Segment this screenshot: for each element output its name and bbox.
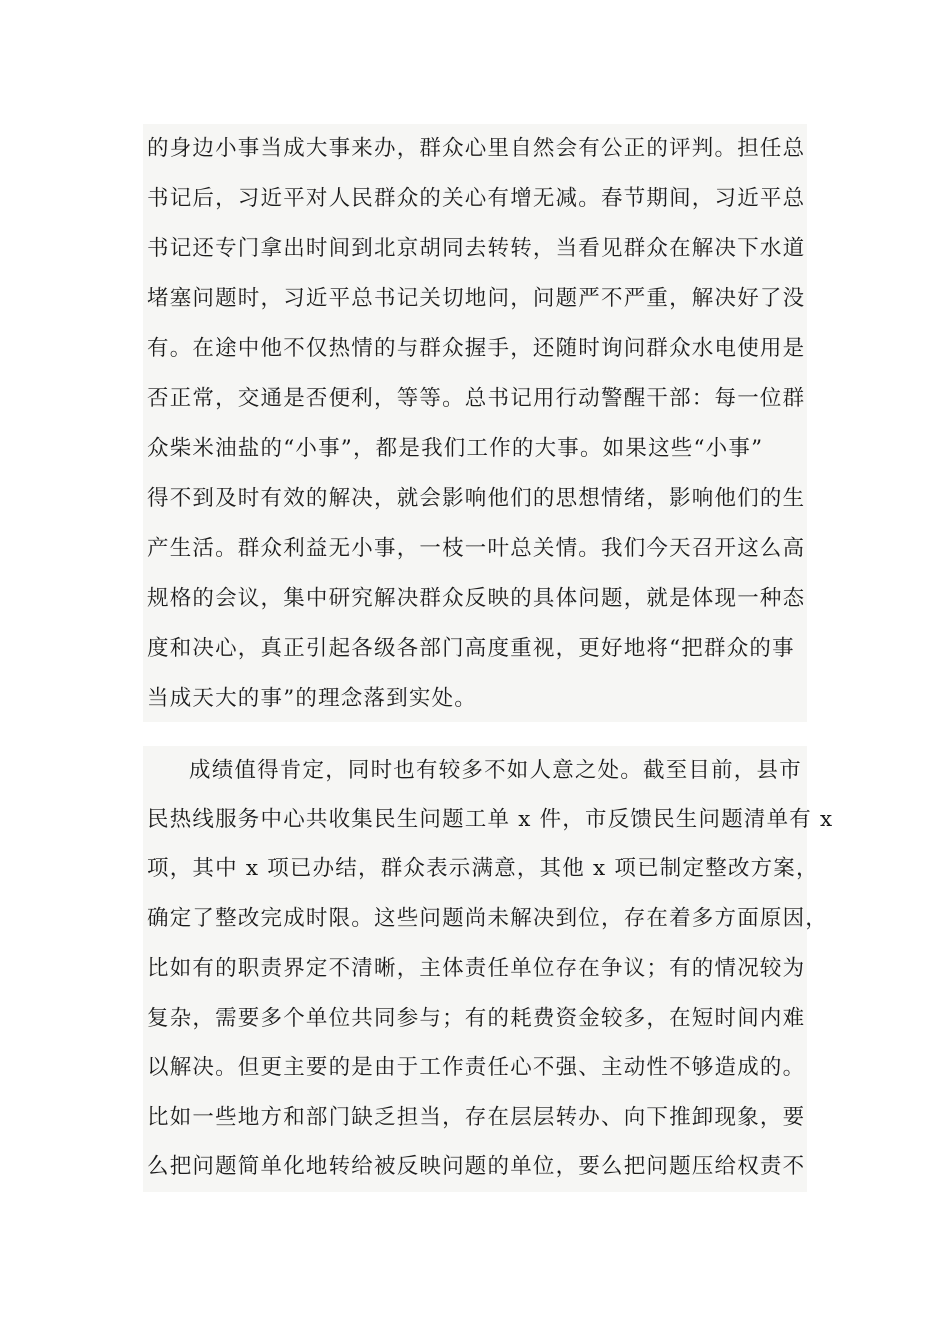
paragraph-line: 成绩值得肯定，同时也有较多不如人意之处。截至目前，县市 [189,758,802,783]
paragraph-line: 的身边小事当成大事来办，群众心里自然会有公正的评判。担任总 [147,136,806,161]
paragraph-line: 复杂，需要多个单位共同参与；有的耗费资金较多，在短时间内难 [147,1006,806,1031]
paragraph-line: 有。在途中他不仅热情的与群众握手，还随时询问群众水电使用是 [147,336,806,361]
paragraph-1 [143,124,807,722]
paragraph-line: 当成天大的事”的理念落到实处。 [147,686,477,711]
paragraph-line: 众柴米油盐的“小事”，都是我们工作的大事。如果这些“小事” [147,436,764,461]
paragraph-line: 得不到及时有效的解决，就会影响他们的思想情绪，影响他们的生 [147,486,806,511]
paragraph-line: 项，其中 x 项已办结，群众表示满意，其他 x 项已制定整改方案， [147,856,819,881]
paragraph-line: 书记后，习近平对人民群众的关心有增无减。春节期间，习近平总 [147,186,806,211]
paragraph-line: 以解决。但更主要的是由于工作责任心不强、主动性不够造成的。 [147,1055,806,1080]
paragraph-line: 么把问题简单化地转给被反映问题的单位，要么把问题压给权责不 [147,1154,806,1179]
paragraph-line: 堵塞问题时，习近平总书记关切地问，问题严不严重，解决好了没 [147,286,806,311]
paragraph-line: 比如有的职责界定不清晰，主体责任单位存在争议；有的情况较为 [147,956,806,981]
paragraph-line: 比如一些地方和部门缺乏担当，存在层层转办、向下推卸现象，要 [147,1105,806,1130]
paragraph-line: 度和决心，真正引起各级各部门高度重视，更好地将“把群众的事 [147,636,795,661]
paragraph-line: 规格的会议，集中研究解决群众反映的具体问题，就是体现一种态 [147,586,806,611]
paragraph-line: 否正常，交通是否便利，等等。总书记用行动警醒干部：每一位群 [147,386,806,411]
paragraph-line: 书记还专门拿出时间到北京胡同去转转，当看见群众在解决下水道 [147,236,806,261]
paragraph-2 [143,746,834,1192]
paragraph-line: 确定了整改完成时限。这些问题尚未解决到位，存在着多方面原因， [147,906,829,931]
paragraph-line: 民热线服务中心共收集民生问题工单 x 件，市反馈民生问题清单有 x [147,807,834,832]
paragraph-line: 产生活。群众利益无小事，一枝一叶总关情。我们今天召开这么高 [147,536,806,561]
